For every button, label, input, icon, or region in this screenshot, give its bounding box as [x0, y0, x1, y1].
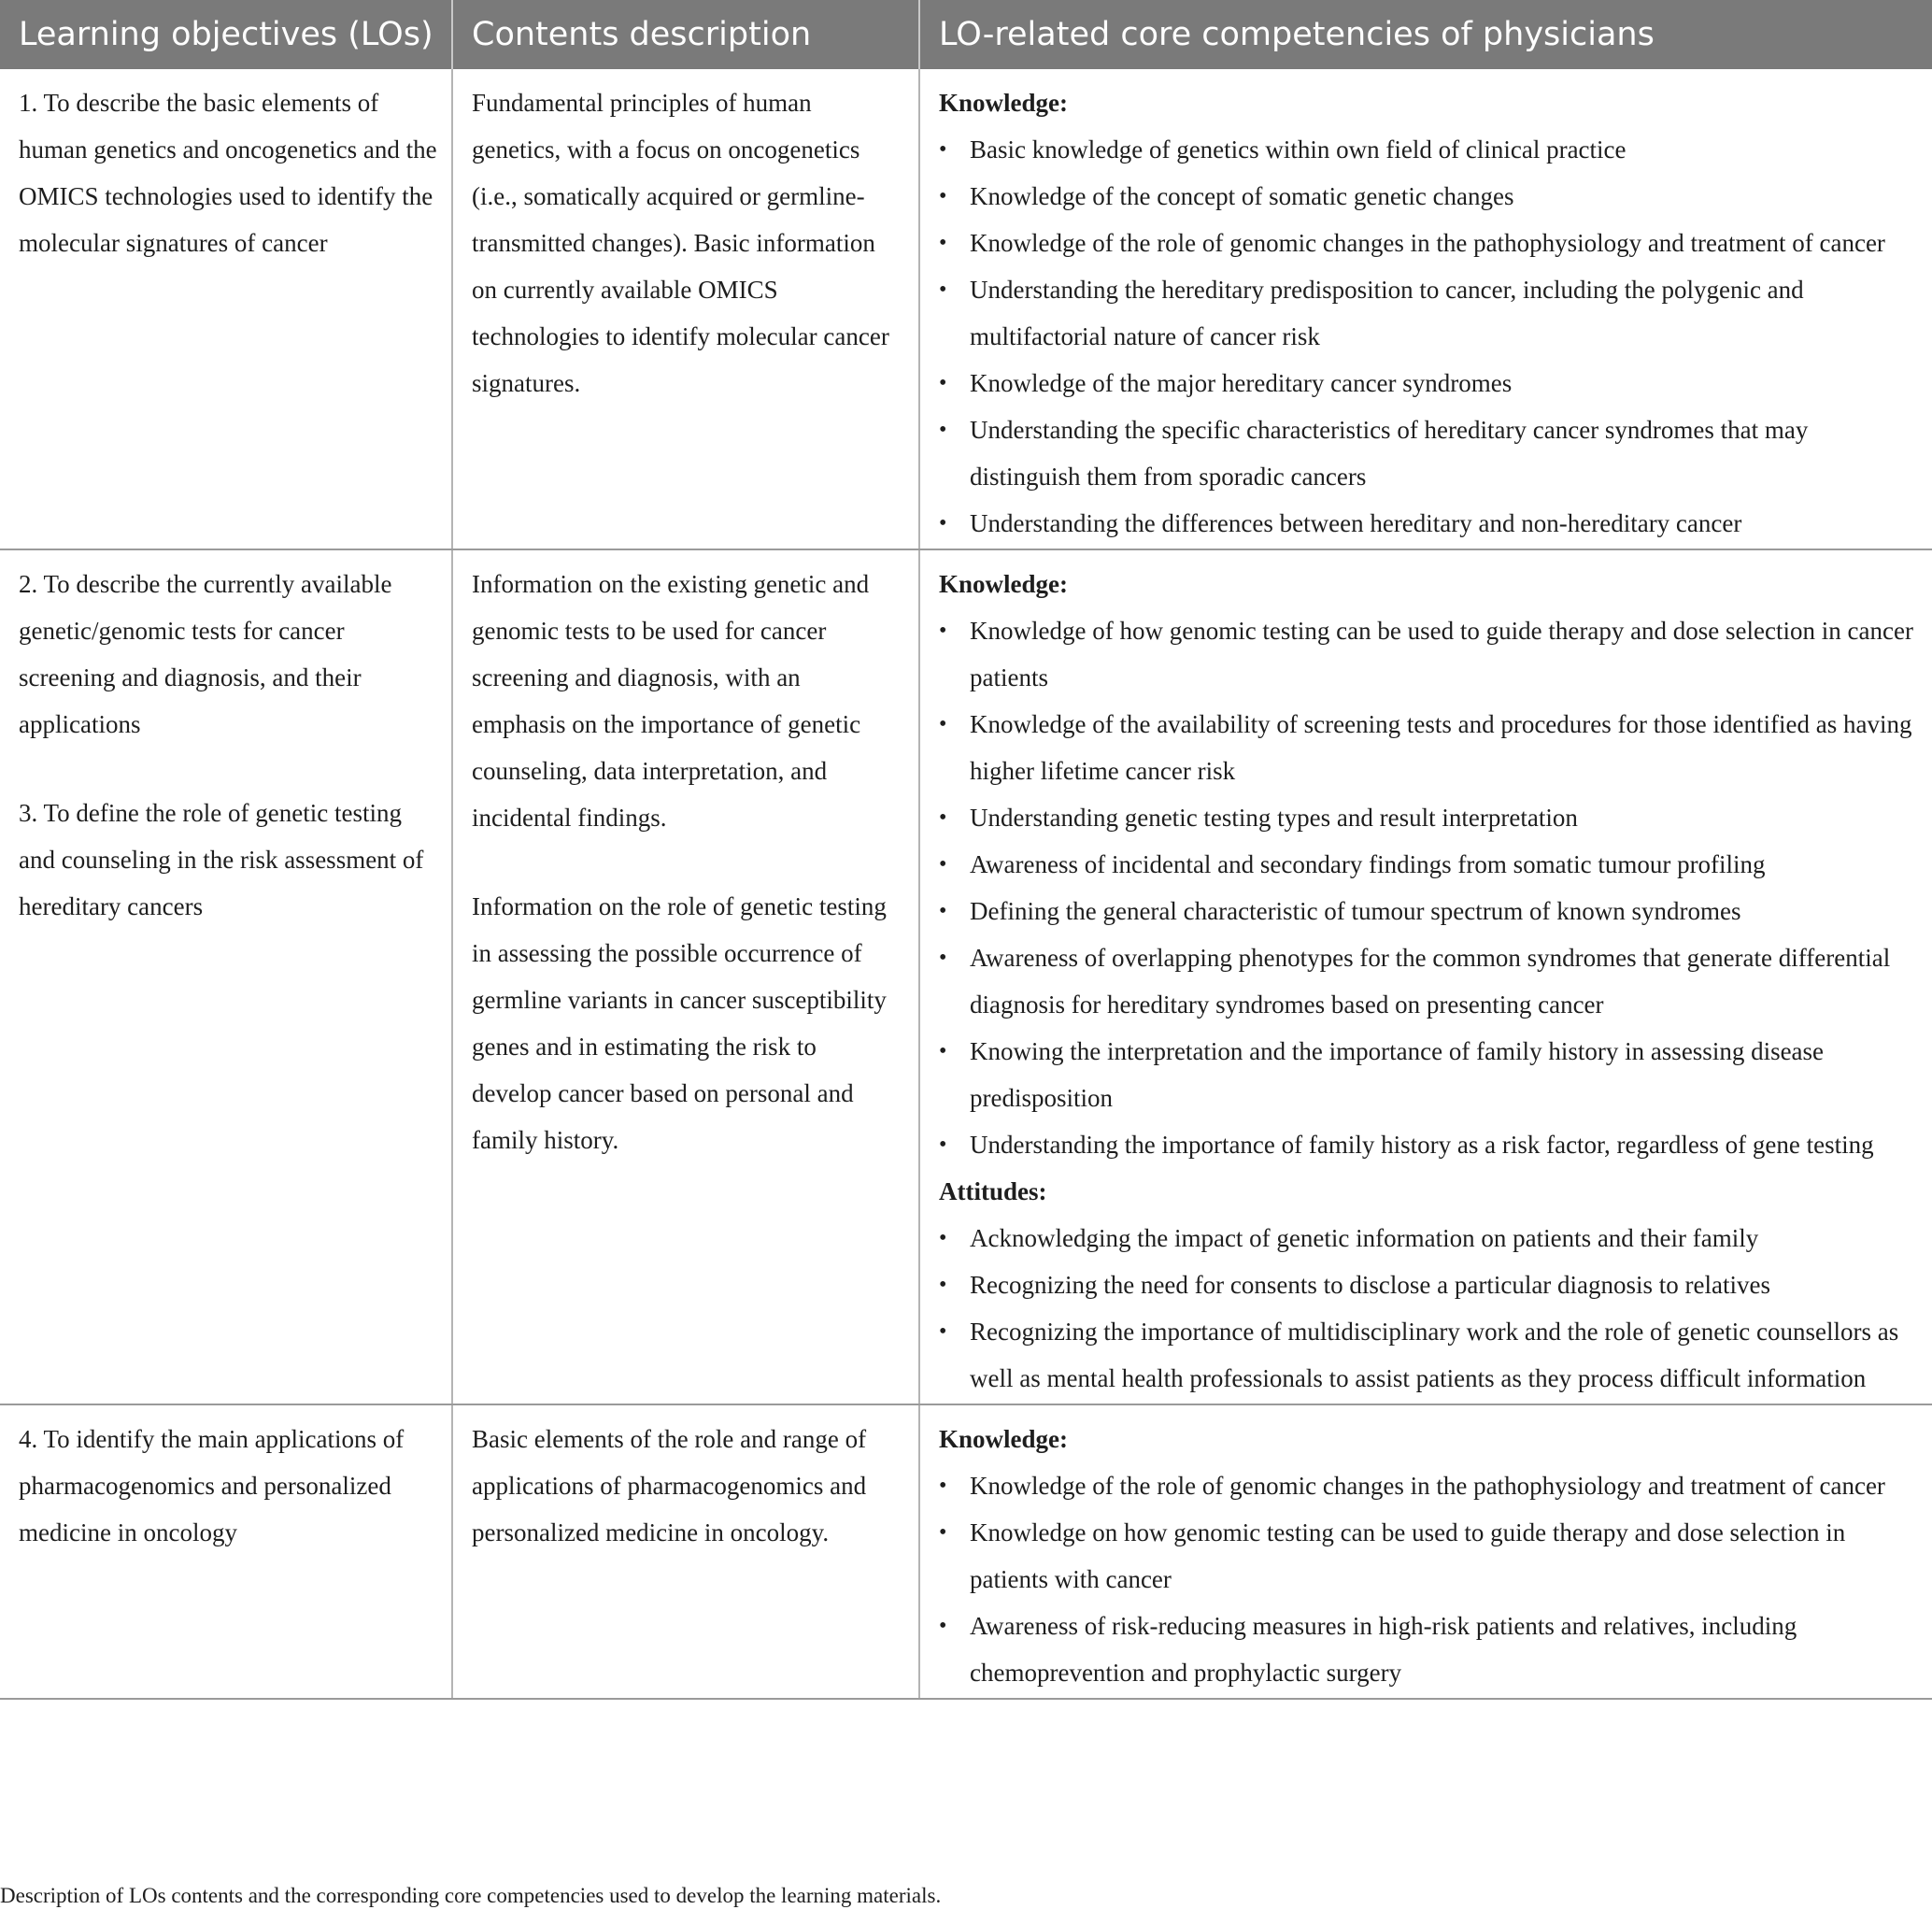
- competency-item: • Knowledge of the role of genomic changes in the pathophysiology and treatment of cancer: [939, 1462, 1913, 1509]
- competency-item: • Knowledge of the availability of screening tests and procedures for those identified as having higher lifetime cancer risk: [939, 701, 1913, 794]
- table-row: [0, 69, 1932, 549]
- column-header-competencies: LO-related core competencies of physicians: [919, 0, 1932, 69]
- section-heading-knowledge: Knowledge:: [939, 89, 1068, 117]
- competency-item: • Understanding the hereditary predisposition to cancer, including the polygenic and multifactorial nature of cancer risk: [939, 266, 1913, 360]
- objective-cell: 1. To describe the basic elements of human genetics and oncogenetics and the OMICS technologies used to identify the molecular signatures of cancer: [0, 69, 452, 549]
- competency-item: • Understanding the specific characteristics of hereditary cancer syndromes that may distinguish them from sporadic cancers: [939, 406, 1913, 500]
- competency-list: [939, 126, 1913, 547]
- competencies-cell: [919, 549, 1932, 1404]
- competency-item: • Knowledge of the role of genomic changes in the pathophysiology and treatment of cancer: [939, 220, 1913, 266]
- competency-item: • Awareness of incidental and secondary findings from somatic tumour profiling: [939, 841, 1913, 888]
- section-heading-attitudes: Attitudes:: [939, 1177, 1047, 1205]
- competency-item: • Acknowledging the impact of genetic information on patients and their family: [939, 1215, 1913, 1261]
- competency-item: • Recognizing the importance of multidisciplinary work and the role of genetic counsellors as well as mental health professionals to assist patients as they process difficult information: [939, 1308, 1913, 1402]
- table-header: [0, 0, 1932, 69]
- competencies-cell: [919, 1404, 1932, 1699]
- competency-item: • Understanding the differences between hereditary and non-hereditary cancer: [939, 500, 1913, 547]
- spacer: [472, 841, 900, 880]
- competency-item: • Recognizing the need for consents to disclose a particular diagnosis to relatives: [939, 1261, 1913, 1308]
- competency-item: • Awareness of overlapping phenotypes for the common syndromes that generate differential diagnosis for hereditary syndromes based on presenting cancer: [939, 934, 1913, 1028]
- table-row: [0, 1404, 1932, 1699]
- competency-item: • Knowledge of the concept of somatic genetic changes: [939, 173, 1913, 220]
- table-caption: Description of LOs contents and the corresponding core competencies used to develop the learning materials.: [0, 1884, 942, 1907]
- competency-item: • Awareness of risk-reducing measures in high-risk patients and relatives, including chemoprevention and prophylactic surgery: [939, 1603, 1913, 1696]
- competency-list: [939, 1462, 1913, 1696]
- objective-cell: [0, 549, 452, 1404]
- objective-2-text: 2. To describe the currently available genetic/genomic tests for cancer screening and diagnosis, and their applications: [19, 570, 392, 738]
- column-header-objectives: Learning objectives (LOs): [0, 0, 452, 69]
- competency-item: • Basic knowledge of genetics within own field of clinical practice: [939, 126, 1913, 173]
- column-header-contents: Contents description: [452, 0, 919, 69]
- section-heading-knowledge: Knowledge:: [939, 1425, 1068, 1453]
- header-row: [0, 0, 1932, 69]
- content-2-text: Information on the existing genetic and genomic tests to be used for cancer screening and diagnosis, with an emphasis on the importance of genetic counseling, data interpretation, and incidental findings.: [472, 570, 870, 832]
- competency-item: • Knowledge on how genomic testing can be used to guide therapy and dose selection in patients with cancer: [939, 1509, 1913, 1603]
- competency-item: • Understanding genetic testing types and result interpretation: [939, 794, 1913, 841]
- content-cell: Basic elements of the role and range of applications of pharmacogenomics and personalized medicine in oncology.: [452, 1404, 919, 1699]
- objective-3-text: 3. To define the role of genetic testing and counseling in the risk assessment of hereditary cancers: [19, 799, 424, 920]
- table-body: [0, 69, 1932, 1699]
- competency-item: • Knowledge of how genomic testing can be used to guide therapy and dose selection in cancer patients: [939, 607, 1913, 701]
- competency-item: • Understanding the importance of family history as a risk factor, regardless of gene testing: [939, 1121, 1913, 1168]
- competency-list: [939, 1215, 1913, 1402]
- competencies-cell: [919, 69, 1932, 549]
- competency-item: • Knowledge of the major hereditary cancer syndromes: [939, 360, 1913, 406]
- section-heading-knowledge: Knowledge:: [939, 570, 1068, 598]
- objective-cell: 4. To identify the main applications of pharmacogenomics and personalized medicine in oncology: [0, 1404, 452, 1699]
- spacer: [19, 748, 438, 787]
- content-cell: [452, 549, 919, 1404]
- competency-item: • Knowing the interpretation and the importance of family history in assessing disease predisposition: [939, 1028, 1913, 1121]
- content-cell: Fundamental principles of human genetics, with a focus on oncogenetics (i.e., somatically acquired or germline-transmitted changes). Basic information on currently available OMICS technologies to identify molecular cancer signatures.: [452, 69, 919, 549]
- table-row: [0, 549, 1932, 1404]
- content-3-text: Information on the role of genetic testing in assessing the possible occurrence of germline variants in cancer susceptibility genes and in estimating the risk to develop cancer based on personal and family history.: [472, 892, 887, 1154]
- competency-item: • Defining the general characteristic of tumour spectrum of known syndromes: [939, 888, 1913, 934]
- competency-list: [939, 607, 1913, 1168]
